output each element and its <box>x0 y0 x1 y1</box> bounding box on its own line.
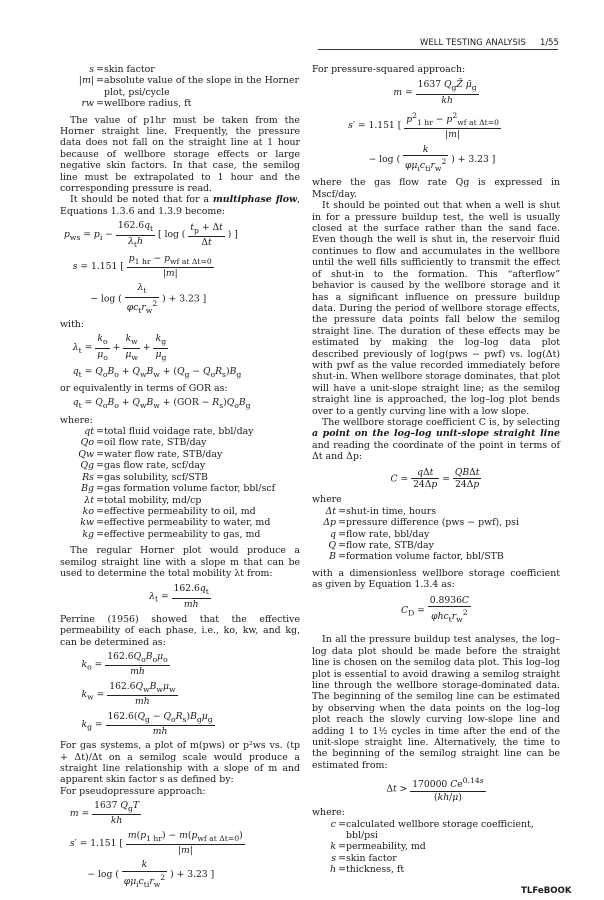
equation: s′ = 1.151 [ $\frac{m(p_{1 hr}) - m(p_{wf at \Delta t=0})}{|m|}$ <box>69 829 243 857</box>
paragraph: For gas systems, a plot of m(pws) or p²ws vs. (tp + Δt)/Δt on a semilog scale would produce a straight line relationship with a slope of m and apparent skin factor s as defined by: <box>60 740 300 786</box>
paragraph: Perrine (1956) showed that the effective permeability of each phase, i.e., ko, kw, and kg, can be determined as: <box>60 614 300 648</box>
paragraph: For pseudopressure approach: <box>60 785 206 797</box>
paragraph: It should be noted that for a multiphase flow, Equations 1.3.6 and 1.3.9 become: <box>60 194 300 217</box>
paragraph: where <box>312 494 342 506</box>
paragraph: with: <box>60 318 84 330</box>
equation: − log ( $\frac{\lambda_t}{\varphi c_tr_w^2}$ ) + 3.23 ] <box>64 282 207 315</box>
list-item: s = skin factor <box>331 852 397 864</box>
page-number: 1/55 <box>540 37 559 47</box>
list-item: Qg = gas flow rate, scf/day <box>80 460 206 472</box>
running-header <box>0 36 604 50</box>
list-item: h = thickness, ft <box>329 864 405 876</box>
list-item: λt = total mobility, md/cp <box>84 494 202 506</box>
list-item: Q = flow rate, STB/day <box>328 540 434 552</box>
equation: − log ( $\frac{k}{\varphi\mu_ic_{ti}r_w^2}$ ) + 3.23 ] <box>316 143 496 174</box>
footer-label: TLFeBOOK <box>521 886 572 896</box>
list-item: Bg = gas formation volume factor, bbl/scf <box>81 483 276 495</box>
equation: m = $\frac{1637 Q_gZ̄ \mū_g}{kh}$ <box>393 79 477 106</box>
definitions <box>312 506 560 563</box>
list-item: ko = effective permeability to oil, md <box>82 505 256 517</box>
paragraph: The wellbore storage coefficient C is, by selecting a point on the log–log unit-slope straight line and reading the coordinate of the point in terms of Δt and Δp: <box>312 416 560 463</box>
list-item: s = skin factor <box>89 64 155 75</box>
paragraph: where the gas flow rate Qg is expressed in Mscf/day. <box>312 177 560 200</box>
list-item: B = formation volume factor, bbl/STB <box>329 551 504 563</box>
list-item: Qw = water flow rate, STB/day <box>78 448 223 460</box>
paragraph: It should be pointed out that when a well is shut in for a pressure buildup test, the well is usually closed at the surface rather than the sand face. Even though the well is shut in, the reservoir fluid continues to flow and accumulates in the wellbore until the well fills sufficiently to transmit the effect of shut-in to the formation. This “afterflow” behavior is caused by the wellbore storage and it has a significant influence on pressure buildup data. During the period of wellbore storage effects, the pressure data points fall below the semilog straight line. The duration of these effects may be estimated by making the log–log data plot described previously of log(pws − pwf) vs. log(Δt) with pwf as the value recorded immediately before shut-in. When wellbore storage dominates, that plot will have a unit-slope straight line; as the semilog straight line is approached, the log–log plot bends over to a gently curving line with a low slope. <box>312 200 560 417</box>
paragraph: or equivalently in terms of GOR as: <box>60 383 228 395</box>
header-title: WELL TESTING ANALYSIS <box>420 37 526 47</box>
paragraph: with a dimensionless wellbore storage coefficient as given by Equation 1.3.4 as: <box>312 567 560 591</box>
paragraph: In all the pressure buildup test analyses, the log–log data plot should be made before the straight line is chosen on the semilog data plot. This log–log plot is essential to avoid drawing a semilog straight line through the wellbore storage-dominated data. The beginning of the semilog line can be estimated by observing when the data points on the log–log plot reach the slowly curving low-slope line and adding 1 to 1½ cycles in time after the end of the unit-slope straight line. Alternatively, the time to the beginning of the semilog straight line can be estimated from: <box>312 634 560 771</box>
list-item: Δp = pressure difference (pws − pwf), psi <box>323 517 519 529</box>
equation: s = 1.151 [ $\frac{p_{1 hr} - p_{wf at \Delta t=0}}{|m|}$ <box>72 252 212 279</box>
list-item: kg = effective permeability to gas, md <box>82 528 261 540</box>
paragraph: The value of p1hr must be taken from the Horner straight line. Frequently, the pressure data does not fall on the straight line at 1 hour because of wellbore storage effects or large negative skin factors. In that case, the semilog line must be extrapolated to 1 hour and the corresponding pressure is read. <box>60 114 300 195</box>
equation: m = $\frac{1637 Q_gT}{kh}$ <box>69 800 140 827</box>
definitions <box>312 819 560 876</box>
equation: C = $\frac{\text{qΔt}}{24\Delta p}$ = $\frac{\text{QBΔt}}{24\Delta p}$ <box>390 466 480 491</box>
equation: $q_t = Q_oB_o + Q_wB_w + (GOR - R_s)Q_oB_g$ <box>72 397 251 411</box>
list-item: Rs = gas solubility, scf/STB <box>82 471 208 483</box>
paragraph: where: <box>312 807 345 819</box>
list-item: rw = wellbore radius, ft <box>81 98 192 110</box>
list-item: Qo = oil flow rate, STB/day <box>80 437 207 449</box>
equation: $k_g$ = $\frac{162.6(Q_g - Q_oR_s)B_g\mu_g}{mh}$ <box>81 710 213 737</box>
list-item: k = permeability, md <box>330 841 426 853</box>
header-rule <box>318 49 558 50</box>
list-item: Δt = shut-in time, hours <box>325 505 437 517</box>
equation: $\lambda_t$ = $\frac{162.6q_t}{mh}$ <box>149 583 209 610</box>
paragraph: For pressure-squared approach: <box>312 64 466 75</box>
list-item: |m| = absolute value of the slope in the Horner plot, psi/cycle <box>78 75 299 98</box>
right-column <box>312 64 560 876</box>
left-column <box>60 64 300 893</box>
equation: $k_w$ = $\frac{162.6Q_wB_w\mu_w}{mh}$ <box>81 680 176 708</box>
equation: $p_{ws} = p_i$ − $\frac{162.6q_t}{\lambda_th}$ [ log ( $\frac{t_p + \Delta t}{\Delta t}$ ) ] <box>64 220 238 249</box>
equation: Δt > $\frac{170000 Ce^{0.14s}}{(kh/\mu)}$ <box>386 776 484 803</box>
equation: $k_o$ = $\frac{162.6Q_oB_o\mu_o}{mh}$ <box>81 651 168 678</box>
definitions-top <box>60 64 300 110</box>
equation: $\lambda_t$ = $\frac{k_o}{\mu_o}$ + $\frac{k_w}{\mu_w}$ + $\frac{k_g}{\mu_g}$ <box>72 333 167 362</box>
equation: $C_D$ = $\frac{0.8936C}{\varphi hc_tr_w^2}$ <box>401 594 469 624</box>
definitions <box>60 426 300 540</box>
paragraph: The regular Horner plot would produce a semilog straight line with a slope m that can be used to determine the total mobility λt from: <box>60 545 300 579</box>
equation: $q_t = Q_oB_o + Q_wB_w + (Q_g - Q_oR_s)B_g$ <box>72 365 242 379</box>
paragraph: where: <box>60 414 93 426</box>
equation: − log ( $\frac{k}{\varphi\mu_ic_{ti}r_w^2}$ ) + 3.23 ] <box>64 859 215 889</box>
equation: s′ = 1.151 [ $\frac{p^2_{1 hr} - p^2_{wf at \Delta t=0}}{|m|}$ <box>348 111 499 141</box>
list-item: c = calculated wellbore storage coefficient, bbl/psi <box>330 818 534 841</box>
list-item: kw = effective permeability to water, md <box>80 517 271 529</box>
list-item: q = flow rate, bbl/day <box>329 528 430 540</box>
list-item: qt = total fluid voidage rate, bbl/day <box>84 426 254 438</box>
